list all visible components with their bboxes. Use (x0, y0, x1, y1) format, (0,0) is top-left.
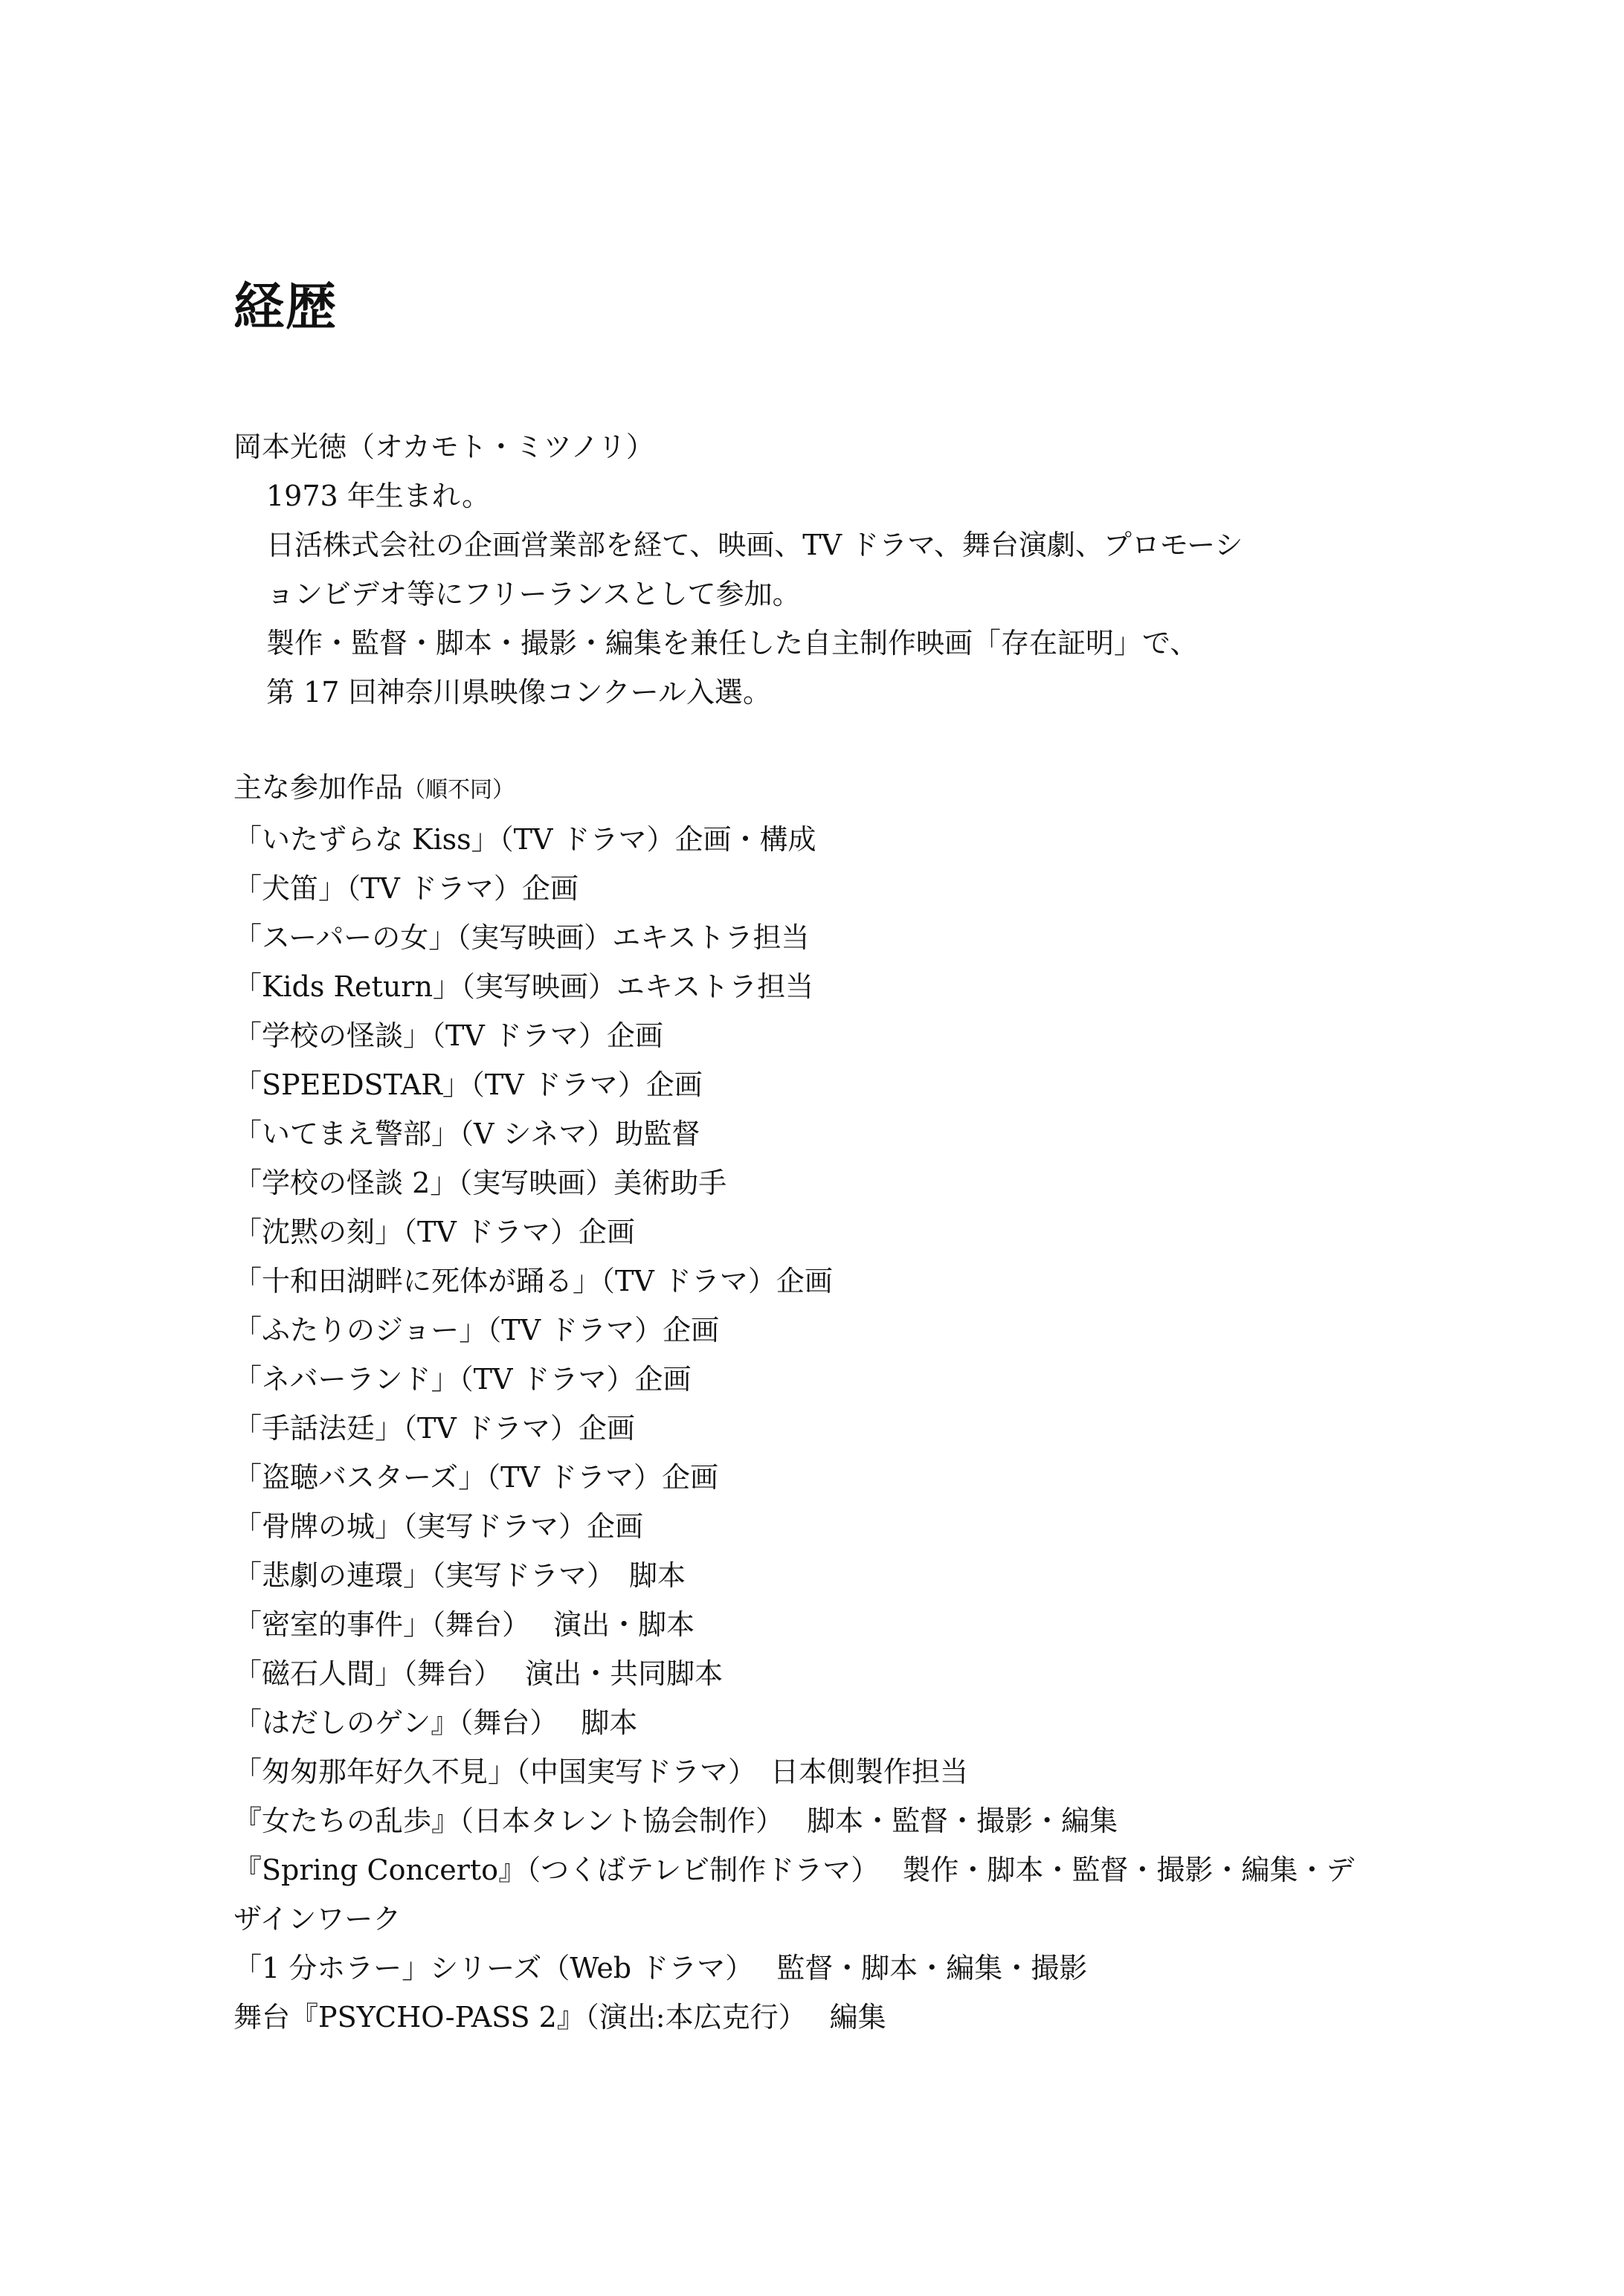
person-name: 岡本光徳（オカモト・ミツノリ） (233, 430, 654, 463)
works-heading-note: （順不同） (403, 777, 515, 803)
list-item: 「骨牌の城」（実写ドラマ）企画 (233, 1510, 644, 1543)
bio-line: 1973 年生まれ。 (266, 480, 491, 512)
list-item: 「悲劇の連環」（実写ドラマ） 脚本 (233, 1559, 686, 1592)
list-item: 「十和田湖畔に死体が踊る」（TV ドラマ）企画 (233, 1265, 833, 1297)
works-section (233, 763, 1423, 2042)
list-item: 「はだしのゲン』（舞台） 脚本 (233, 1706, 638, 1739)
list-item: 「学校の怪談 2」（実写映画）美術助手 (233, 1167, 727, 1199)
list-item: 「いてまえ警部」（V シネマ）助監督 (233, 1118, 700, 1150)
list-item: 「ふたりのジョー」（TV ドラマ）企画 (233, 1314, 720, 1347)
list-item: 「磁石人間」（舞台） 演出・共同脚本 (233, 1657, 724, 1690)
list-item: 「沈黙の刻」（TV ドラマ）企画 (233, 1216, 635, 1248)
list-item: 「手話法廷」（TV ドラマ）企画 (233, 1412, 635, 1445)
bio-line: 第 17 回神奈川県映像コンクール入選。 (266, 676, 771, 709)
list-item: 「盗聴バスターズ」（TV ドラマ）企画 (233, 1461, 718, 1494)
list-item: 「密室的事件」（舞台） 演出・脚本 (233, 1608, 695, 1641)
bio-block (233, 471, 1423, 717)
profile-section (233, 422, 1423, 717)
works-list (233, 815, 1423, 2042)
bio-line: 日活株式会社の企画営業部を経て、映画、TV ドラマ、舞台演劇、プロモーシ (266, 529, 1243, 561)
page-title: 経歴 (233, 278, 338, 337)
list-item: 「SPEEDSTAR」（TV ドラマ）企画 (233, 1068, 703, 1101)
list-item: 「スーパーの女」（実写映画）エキストラ担当 (233, 921, 810, 954)
works-heading-label: 主な参加作品 (233, 771, 404, 804)
list-item: 「匆匆那年好久不見」（中国実写ドラマ） 日本側製作担当 (233, 1755, 969, 1788)
list-item: 『女たちの乱歩』（日本タレント協会制作） 脚本・監督・撮影・編集 (233, 1805, 1118, 1837)
list-item: 「1 分ホラー」シリーズ（Web ドラマ） 監督・脚本・編集・撮影 (233, 1952, 1088, 1984)
list-item: 「ネバーランド」（TV ドラマ）企画 (233, 1363, 692, 1396)
list-item: 「Kids Return」（実写映画）エキストラ担当 (233, 970, 814, 1003)
bio-line: ョンビデオ等にフリーランスとして参加。 (266, 578, 801, 610)
list-item: 「学校の怪談」（TV ドラマ）企画 (233, 1019, 663, 1052)
bio-line: 製作・監督・脚本・撮影・編集を兼任した自主制作映画「存在証明」で、 (266, 627, 1199, 660)
list-item: 舞台『PSYCHO-PASS 2』（演出:本広克行） 編集 (233, 2001, 886, 2034)
list-item: 「犬笛」（TV ドラマ）企画 (233, 872, 579, 905)
list-item: 「いたずらな Kiss」（TV ドラマ）企画・構成 (233, 823, 816, 856)
works-heading (233, 763, 1423, 815)
list-item: 『Spring Concerto』（つくばテレビ制作ドラマ） 製作・脚本・監督・撮影・編集・デ (233, 1854, 1355, 1886)
list-item: ザインワーク (233, 1903, 402, 1935)
